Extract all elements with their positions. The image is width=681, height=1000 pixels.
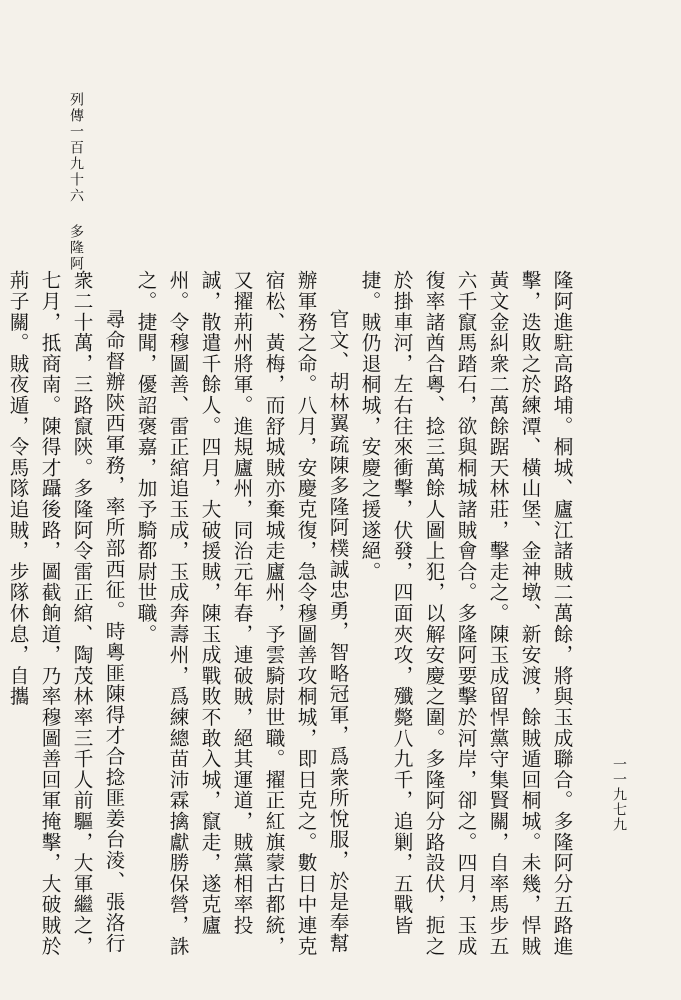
body-text — [6, 270, 577, 960]
paragraph-3: 尋命督辦陝西軍務，率所部西征。時粵匪陳得才合捻匪姜台淩、張洛行衆二十萬，三路竄陝。多隆阿令雷正綰、陶茂林率三千人前驅，大軍繼之，七月，抵商南。陳得才躡後路，圖截餉道，乃率穆圖善回軍掩擊，大破賊於荊子關。賊夜遁，令馬隊追賊，步隊休息，自攜 — [6, 270, 125, 957]
header-section: 列傳一百九十六 — [68, 92, 84, 204]
paragraph-2: 官文、胡林翼疏陳多隆阿樸誠忠勇，智略冠軍，爲衆所悅服，於是奉幫辦軍務之命。八月，安慶克復，急令穆圖善攻桐城，即日克之。數日中連克宿松、黃梅，而舒城賊亦棄城走廬州，予雲騎尉世職。擢正紅旗蒙古都統，又擢荊州將軍。進規廬州，同治元年春，連破賊，絕其運道，賊黨相率投誠，散遣千餘人。四月，大破援賊，陳玉成戰敗不敢入城，竄走，遂克廬州。令穆圖善、雷正綰追玉成，玉成奔壽州，爲練總苗沛霖擒獻勝保營，誅之。捷聞，優詔褒嘉，加予騎都尉世職。 — [134, 270, 349, 957]
running-header — [67, 92, 85, 272]
paragraph-1: 隆阿進駐高路埔。桐城、廬江諸賊二萬餘，將與玉成聯合。多隆阿分五路進擊，迭敗之於練潭、橫山堡、金神墩、新安渡，餘賊遁回桐城。未幾，悍賊黃文金糾衆二萬餘踞天林莊，擊走之。陳玉成留悍黨守集賢關，自率馬步五六千竄馬踏石，欲與桐城諸賊會合。多隆阿要擊於河岸，卻之。四月，玉成復率諸酋合粵、捻三萬餘人圖上犯，以解安慶之圍。多隆阿分路設伏，扼之於掛車河，左右往來衝擊，伏發，四面夾攻，殲斃八九千，追剿，五戰皆捷。賊仍退桐城，安慶之援遂絕。 — [358, 270, 573, 957]
header-name: 多隆阿 — [68, 224, 84, 272]
page-number: 一一九七九 — [611, 757, 627, 832]
